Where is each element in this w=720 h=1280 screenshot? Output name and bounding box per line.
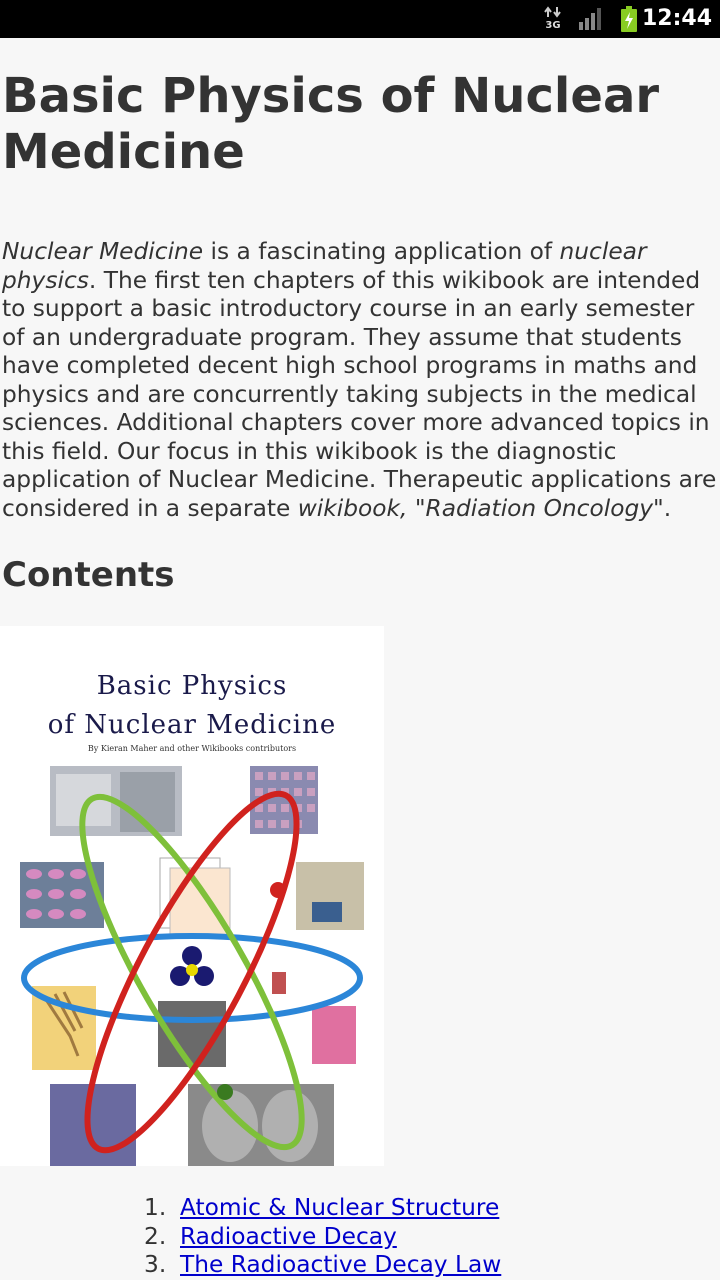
cover-title-line1: Basic Physics [96, 671, 288, 701]
article [0, 38, 720, 1278]
toc-item [144, 1194, 501, 1223]
intro-text-3: . [663, 494, 672, 522]
atom-illustration [0, 626, 384, 1166]
clock: 12:44 [641, 6, 712, 31]
toc-number: 1. [144, 1194, 167, 1221]
toc-link-radioactive-decay[interactable]: Radioactive Decay [180, 1222, 397, 1250]
toc-link-atomic-nuclear-structure[interactable]: Atomic & Nuclear Structure [180, 1194, 500, 1221]
toc-link-radioactive-decay-law[interactable]: The Radioactive Decay Law [180, 1251, 502, 1278]
intro-italic-2: nuclear physics [2, 238, 647, 294]
battery-charging-icon [620, 6, 638, 32]
data-arrows-icon [542, 6, 564, 32]
intro-lead-italic: Nuclear Medicine [2, 238, 204, 265]
cover-byline: By Kieran Maher and other Wikibooks contributors [87, 744, 297, 753]
network-type-label: 3G [545, 20, 561, 31]
signal-icon [578, 8, 604, 30]
intro-paragraph [0, 238, 720, 523]
intro-text-2: . The first ten chapters of this wikibook are intended to support a basic introductory course in an early semester of an undergraduate program. They assume that students have completed decent high school programs in maths and physics and are concurrently taking subjects in the medical sciences. Additional chapters cover more advanced topics in this field. Our focus in this wikibook is the diagnostic application of Nuclear Medicine. Therapeutic applications are considered in a separate [2, 266, 717, 522]
toc-number: 3. [144, 1251, 167, 1278]
intro-text-1: is a fascinating application of [203, 238, 560, 265]
table-of-contents [144, 1194, 501, 1280]
book-cover-image[interactable] [0, 626, 384, 1166]
intro-italic-3: wikibook, "Radiation Oncology" [297, 494, 664, 522]
status-bar [0, 0, 720, 38]
toc-number: 2. [144, 1222, 167, 1250]
contents-heading: Contents [2, 555, 175, 595]
toc-item [144, 1223, 501, 1252]
toc-item [144, 1251, 501, 1280]
page-title: Basic Physics of Nuclear Medicine [2, 68, 659, 180]
cover-title-line2: of Nuclear Medicine [47, 710, 337, 740]
